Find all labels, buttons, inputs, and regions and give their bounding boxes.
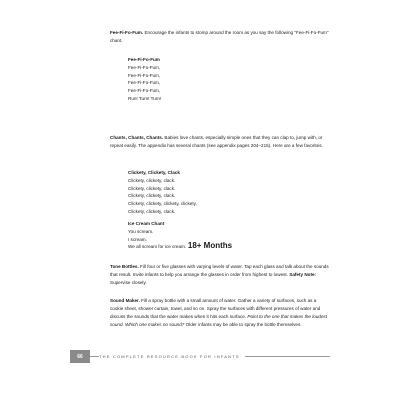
fee-fi-fo-fum-verse xyxy=(128,56,161,103)
chants-text: Babies love chants, especially simple ones that they can clap to, jump with, or repeat easily. The appendix has several chants (see appendix pages 204–215). Here are a few favorites. xyxy=(110,135,323,148)
chant-line: Clickety, clickety, clack. xyxy=(128,185,176,191)
ice-cream-title: Ice Cream Chant xyxy=(128,221,165,226)
tone-bottles-title: Tone Bottles. xyxy=(110,264,139,269)
chant-line: Clickety, clickety, clickety, clickety, xyxy=(128,201,197,207)
verse-line: Fee-Fi-Fo-Fum, xyxy=(128,64,161,70)
verse-line: Run! Turn! Turn! xyxy=(128,95,162,101)
fee-fi-fo-fum-text: Encourage the infants to stomp around the room as you say the following "Fee-Fi-Fo-Fum" chant. xyxy=(110,30,329,43)
verse-line: Fee-Fi-Fo-Fum, xyxy=(128,88,161,94)
tone-bottles-paragraph xyxy=(110,263,330,287)
verse-line: Fee-Fi-Fo-Fum, xyxy=(128,80,161,86)
chant-line: Clickety, clickety, clack. xyxy=(128,208,176,214)
chant-line: You scream. xyxy=(128,228,154,234)
page-number: 66 xyxy=(70,350,90,363)
book-title: THE COMPLETE RESOURCE BOOK FOR INFANTS xyxy=(99,354,245,359)
fee-fi-fo-fum-title: Fee-Fi-Fo-Fum. xyxy=(110,30,144,35)
sound-maker-italic: Point to the one that makes the loudest sound. Which one makes no sound? xyxy=(110,314,328,327)
sound-maker-end: Older infants may be able to spray the bottle themselves. xyxy=(185,322,302,327)
chants-title: Chants, Chants, Chants. xyxy=(110,135,164,140)
chant-line: Clickety, clickety, clack. xyxy=(128,177,176,183)
page-footer xyxy=(70,350,330,363)
chants-paragraph xyxy=(110,134,330,150)
clickety-chant xyxy=(128,169,197,216)
tone-bottles-text: Fill four or five glasses with varying levels of water. Tap each glass and talk about the sounds that result. Invite infants to help you arrange the glasses in order from highest to lowest. xyxy=(110,264,329,277)
sound-maker-text: Fill a spray bottle with a small amount of water. Gather a variety of surfaces, such as a cookie sheet, shower curtain, towel, and so on. Spray the surfaces with different pressures of water and discuss the sounds that the water makes when it hits each surface. xyxy=(110,298,321,319)
verse-title: Fee-Fi-Fo-Fum xyxy=(128,57,160,62)
safety-note-text: Supervise closely. xyxy=(110,280,147,285)
clickety-title: Clickety, Clickety, Clack xyxy=(128,170,180,175)
fee-fi-fo-fum-paragraph xyxy=(110,29,330,45)
chant-line: I scream. xyxy=(128,236,147,242)
verse-line: Fee-Fi-Fo-Fum, xyxy=(128,72,161,78)
sound-maker-paragraph xyxy=(110,297,330,329)
section-heading: 18+ Months xyxy=(187,241,233,250)
chant-line: Clickety, clickety, clack. xyxy=(128,193,176,199)
sound-maker-title: Sound Maker. xyxy=(110,298,140,303)
chant-line: We all scream for ice cream. xyxy=(128,244,187,250)
safety-note-label: Safety Note: xyxy=(289,272,317,277)
